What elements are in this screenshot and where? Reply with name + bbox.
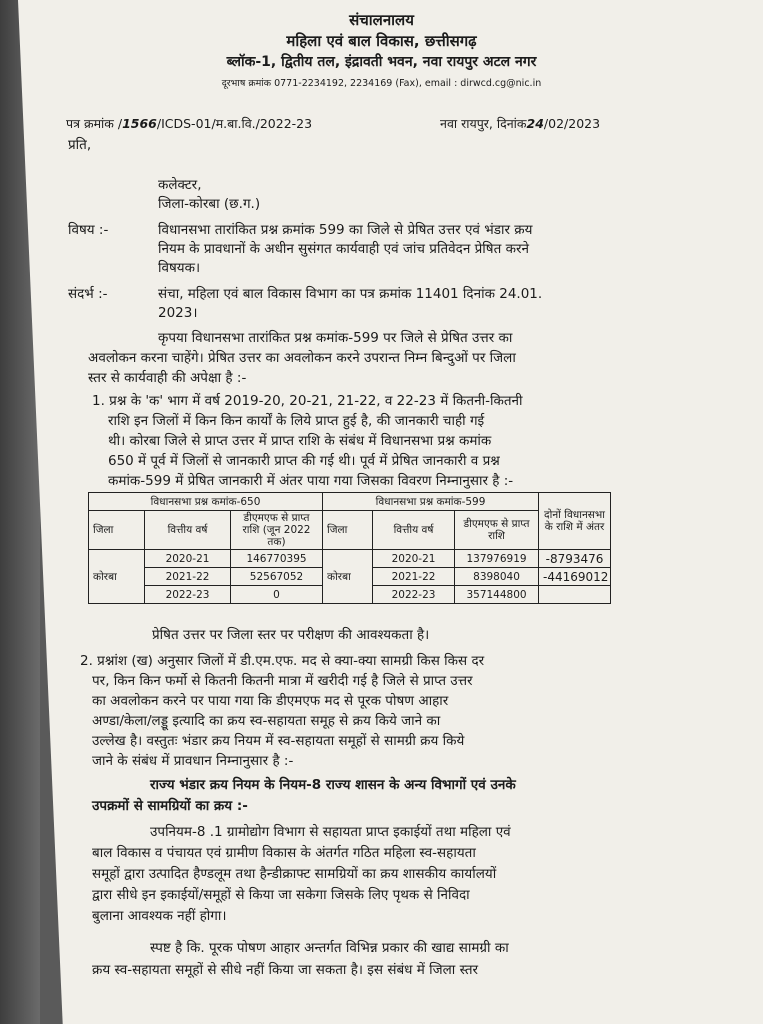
recipient-district: जिला-कोरबा (छ.ग.) [158,196,261,212]
rule-heading-line: राज्य भंडार क्रय नियम के नियम-8 राज्य शासन के अन्य विभागों एवं उनके [150,777,516,793]
subrule-line: समूहों द्वारा उत्पादित हैण्डलूम तथा हैन्डीक्राफ्ट सामग्रियों का क्रय शासकीय कार्यालयों [92,866,497,882]
department-name: महिला एवं बाल विकास, छत्तीसगढ़ [286,32,477,50]
subject-line: नियम के प्रावधानों के अधीन सुसंगत कार्यवाही एवं जांच प्रतिवेदन प्रेषित करने [158,241,529,257]
group-header-599: विधानसभा प्रश्न कमांक-599 [323,493,539,511]
amount-599-cell: 8398040 [455,568,539,586]
col-header-district: जिला [323,511,373,550]
point1-line: 650 में पूर्व में जिलों से जानकारी प्राप्त की गई थी। पूर्व में प्रेषित जानकारी व प्रश्न [108,453,500,469]
reference-line: संचा, महिला एवं बाल विकास विभाग का पत्र क्रमांक 11401 दिनांक 24.01. [158,286,543,302]
district-cell: कोरबा [323,550,373,604]
contact-line: दूरभाष क्रमांक 0771-2234192, 2234169 (Fax), email : dirwcd.cg@nic.in [221,78,542,89]
office-address: ब्लॉक-1, द्वितीय तल, इंद्रावती भवन, नवा रायपुर अटल नगर [226,54,537,70]
point2-line: उल्लेख है। वस्तुतः भंडार क्रय नियम में स्व-सहायता समूहों से सामग्री क्रय किये [92,733,465,749]
difference-cell [539,586,611,604]
date-suffix: /02/2023 [543,116,601,131]
point1-line: 1. प्रश्न के 'क' भाग में वर्ष 2019-20, 20-21, 21-22, व 22-23 में कितनी-कितनी [92,393,523,409]
subject-line: विधानसभा तारांकित प्रश्न क्रमांक 599 का जिले से प्रेषित उत्तर एवं भंडार क्रय [158,222,533,238]
reference-line: 2023। [158,305,198,321]
difference-cell: -8793476 [539,550,611,568]
subrule-line: बुलाना आवश्यक नहीं होगा। [92,908,227,924]
intro-line: कृपया विधानसभा तारांकित प्रश्न कमांक-599 पर जिले से प्रेषित उत्तर का [158,330,513,346]
point1-line: राशि इन जिलों में किन किन कार्यों के लिये प्राप्त हुई है, की जानकारी चाही गई [108,413,485,429]
office-title: संचालनालय [349,11,414,29]
col-header-district: जिला [89,511,145,550]
point2-line: 2. प्रश्नांश (ख) अनुसार जिलों में डी.एम.एफ. मद से क्या-क्या सामग्री किस किस दर [80,653,485,669]
amount-599-cell: 357144800 [455,586,539,604]
subrule-line: द्वारा सीधे इन इकाईयों/समूहों से किया जा सकेगा जिसके लिए पृथक से निविदा [92,887,470,903]
year-cell: 2022-23 [373,586,455,604]
point2-line: पर, किन किन फर्मो से कितनी कितनी मात्रा में खरीदी गई है जिले से प्राप्त उत्तर [92,673,473,689]
prati-label: प्रति, [68,137,92,153]
reference-label: संदर्भ :- [68,286,108,302]
subrule-line: उपनियम-8 .1 ग्रामोद्योग विभाग से सहायता प्राप्त इकाईयों तथा महिला एवं [150,824,511,840]
closing-line: स्पष्ट है कि. पूरक पोषण आहार अन्तर्गत विभिन्न प्रकार की खाद्य सामग्री का [150,940,509,956]
group-header-650: विधानसभा प्रश्न कमांक-650 [89,493,323,511]
subject-line: विषयक। [158,260,201,276]
col-header-amount-650: डीएमएफ से प्राप्त राशि (जून 2022 तक) [231,511,323,550]
intro-line: अवलोकन करना चाहेंगे। प्रेषित उत्तर का अवलोकन करने उपरान्त निम्न बिन्दुओं पर जिला [88,350,516,366]
subrule-line: बाल विकास व पंचायत एवं ग्रामीण विकास के अंतर्गत गठित महिला स्व-सहायता [92,845,476,861]
rule-heading-line: उपक्रमों से सामग्रियों का क्रय :- [92,798,248,814]
year-cell: 2022-23 [145,586,231,604]
subject-label: विषय :- [68,222,109,238]
after-table-note: प्रेषित उत्तर पर जिला स्तर पर परीक्षण की आवश्यकता है। [152,627,430,643]
point1-line: थी। कोरबा जिले से प्राप्त उत्तर में प्राप्त राशि के संबंध में विधानसभा प्रश्न कमांक [108,433,492,449]
district-cell: कोरबा [89,550,145,604]
point2-line: का अवलोकन करने पर पाया गया कि डीएमएफ मद से पूरक पोषण आहार [92,693,449,709]
amount-650-cell: 52567052 [231,568,323,586]
amount-650-cell: 0 [231,586,323,604]
year-cell: 2021-22 [373,568,455,586]
year-cell: 2021-22 [145,568,231,586]
amount-599-cell: 137976919 [455,550,539,568]
difference-header: दोनों विधानसभा के राशि में अंतर [539,493,611,550]
recipient-title: कलेक्टर, [158,177,202,193]
col-header-amount-599: डीएमएफ से प्राप्त राशि [455,511,539,550]
letter-number [66,116,312,132]
difference-cell: -44169012 [539,568,611,586]
point1-line: कमांक-599 में प्रेषित जानकारी में अंतर पाया गया जिसका विवरण निम्नानुसार है :- [108,473,514,489]
year-cell: 2020-21 [145,550,231,568]
year-cell: 2020-21 [373,550,455,568]
intro-line: स्तर से कार्यवाही की अपेक्षा है :- [88,370,247,386]
point2-line: अण्डा/केला/लड्डू इत्यादि का क्रय स्व-सहायता समूह से क्रय किये जाने का [92,713,441,729]
point2-line: जाने के संबंध में प्रावधान निम्नानुसार है :- [92,753,294,769]
letter-number-prefix: पत्र क्रमांक / [66,116,123,131]
handwritten-letter-number: 1566 [122,116,157,131]
place-date-prefix: नवा रायपुर, दिनांक [440,116,527,131]
table-column-header-row [89,511,611,550]
table-row [89,550,611,568]
col-header-year: वित्तीय वर्ष [145,511,231,550]
letter-date [440,116,600,132]
amount-650-cell: 146770395 [231,550,323,568]
dmf-comparison-table [88,492,611,604]
letter-number-suffix: /ICDS-01/म.बा.वि./2022-23 [156,116,313,131]
table-group-header-row [89,493,611,511]
closing-line: क्रय स्व-सहायता समूहों से सीधे नहीं किया जा सकता है। इस संबंध में जिला स्तर [92,962,479,978]
handwritten-day: 24 [526,116,544,131]
col-header-year: वित्तीय वर्ष [373,511,455,550]
